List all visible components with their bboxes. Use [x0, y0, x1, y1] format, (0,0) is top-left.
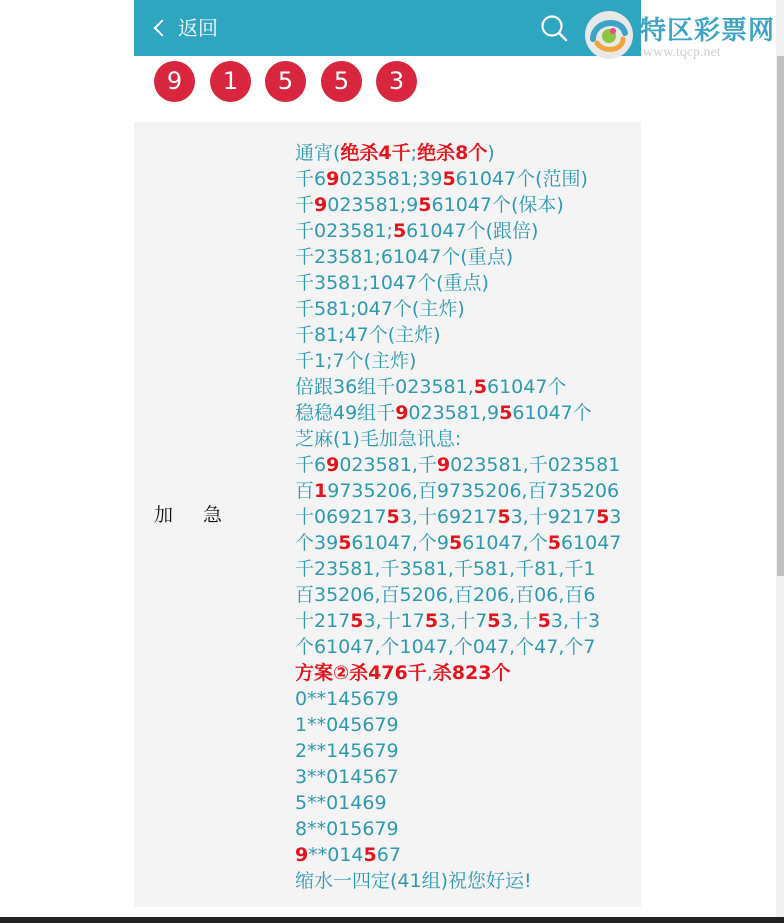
prediction-line [295, 660, 640, 686]
result-ball: 9 [154, 61, 195, 102]
highlight-text: 5 [392, 220, 407, 242]
prediction-line [295, 270, 640, 296]
line-text: 023581;39 [339, 168, 443, 190]
highlight-text: 5 [596, 506, 610, 528]
highlight-text: 5 [487, 610, 501, 632]
line-text: 2**145679 [295, 740, 399, 762]
highlight-text: 5 [424, 610, 439, 632]
line-text: 023581,千023581 [450, 454, 621, 476]
highlight-text: 5 [547, 532, 561, 554]
line-text: 023581,千 [339, 454, 437, 476]
prediction-line [295, 374, 640, 400]
line-text: 3,十69217 [399, 506, 498, 528]
line-text: **014 [308, 844, 364, 866]
highlight-text: 9 [314, 194, 328, 216]
prediction-line [295, 530, 640, 556]
line-text: 缩水一四定(41组)祝您好运! [295, 870, 532, 892]
line-text: 千6 [295, 168, 327, 190]
line-text: 023581,9 [408, 402, 500, 424]
site-logo[interactable] [583, 6, 783, 66]
prediction-line [295, 478, 640, 504]
prediction-card [134, 122, 641, 907]
highlight-text: 5 [386, 506, 400, 528]
line-text: 61047,个9 [351, 532, 449, 554]
line-text: 千1;7个(主炸) [295, 350, 417, 372]
line-text: 稳稳49组千 [295, 402, 396, 424]
line-text: 千581;047个(主炸) [295, 298, 465, 320]
line-text: 61047 [560, 532, 622, 554]
prediction-line [295, 608, 640, 634]
prediction-line [295, 244, 640, 270]
line-text: 8**015679 [295, 818, 399, 840]
bottom-border [0, 917, 784, 923]
highlight-text: 方案②杀476千 [295, 662, 427, 684]
prediction-line [295, 348, 640, 374]
result-ball: 1 [210, 61, 251, 102]
highlight-text: 5 [537, 610, 551, 632]
line-text: ) [487, 142, 495, 164]
line-text: 千023581; [295, 220, 393, 242]
prediction-line [295, 400, 640, 426]
line-text: 个39 [295, 532, 339, 554]
line-text: 千 [295, 194, 315, 216]
highlight-text: 5 [497, 506, 511, 528]
line-text: 61047个(保本) [431, 194, 564, 216]
logo-url: www.tqcp.net [643, 45, 721, 60]
line-text: 百35206,百5206,百206,百06,百6 [295, 584, 596, 606]
line-text: 61047个(范围) [455, 168, 588, 190]
line-text: 百 [295, 480, 315, 502]
line-text: 023581;9 [327, 194, 419, 216]
prediction-line [295, 192, 640, 218]
line-text: 3,十 [500, 610, 538, 632]
prediction-text [295, 140, 640, 894]
highlight-text: 5 [418, 194, 432, 216]
prediction-line [295, 634, 640, 660]
scrollbar-thumb[interactable] [777, 56, 784, 576]
prediction-line [295, 296, 640, 322]
highlight-text: 绝杀4千 [340, 142, 411, 164]
prediction-line [295, 166, 640, 192]
back-button[interactable] [156, 15, 218, 41]
highlight-text: 5 [473, 376, 487, 398]
prediction-line [295, 218, 640, 244]
top-bar [134, 0, 641, 56]
prediction-line [295, 582, 640, 608]
line-text: 1**045679 [295, 714, 399, 736]
line-text: 千23581,千3581,千581,千81,千1 [295, 558, 596, 580]
line-text: 芝麻(1)毛加急讯息: [295, 428, 462, 450]
line-text: 9735206,百9735206,百735206 [327, 480, 620, 502]
line-text: 5**01469 [295, 792, 387, 814]
line-text: 千81;47个(主炸) [295, 324, 441, 346]
highlight-text: 9 [326, 454, 340, 476]
highlight-text: 绝杀8个 [417, 142, 488, 164]
highlight-text: 1 [314, 480, 328, 502]
prediction-line [295, 140, 640, 166]
logo-swirl-icon [583, 9, 635, 61]
logo-title: 特区彩票网 [640, 16, 776, 46]
line-text: 千6 [295, 454, 327, 476]
prediction-line [295, 426, 640, 452]
prediction-line [295, 790, 640, 816]
line-text: 0**145679 [295, 688, 399, 710]
line-text: 3,十17 [363, 610, 425, 632]
result-ball: 5 [265, 61, 306, 102]
line-text: , [426, 662, 433, 684]
search-icon[interactable] [540, 14, 568, 42]
prediction-line [295, 686, 640, 712]
highlight-text: 9 [295, 844, 309, 866]
prediction-line [295, 842, 640, 868]
line-text: 千3581;1047个(重点) [295, 272, 489, 294]
highlight-text: 5 [442, 168, 456, 190]
line-text: 61047,个 [462, 532, 548, 554]
line-text: 十217 [295, 610, 351, 632]
result-ball: 3 [376, 61, 417, 102]
line-text: 千23581;61047个(重点) [295, 246, 514, 268]
prediction-line [295, 452, 640, 478]
card-label: 加急 [154, 504, 253, 526]
line-text: 十069217 [295, 506, 387, 528]
line-text: 3,十9217 [510, 506, 597, 528]
prediction-line [295, 816, 640, 842]
prediction-line [295, 504, 640, 530]
line-text: 3,十3 [550, 610, 601, 632]
highlight-text: 5 [449, 532, 463, 554]
line-text: 个61047,个1047,个047,个47,个7 [295, 636, 596, 658]
prediction-line [295, 764, 640, 790]
prediction-line [295, 556, 640, 582]
highlight-text: 5 [350, 610, 364, 632]
line-text: 67 [376, 844, 401, 866]
highlight-text: 9 [395, 402, 409, 424]
back-label: 返回 [178, 16, 218, 40]
highlight-text: 5 [499, 402, 513, 424]
line-text: 3**014567 [295, 766, 399, 788]
line-text: 61047个(跟倍) [406, 220, 539, 242]
line-text: ; [410, 142, 418, 164]
prediction-line [295, 712, 640, 738]
highlight-text: 9 [326, 168, 340, 190]
highlight-text: 杀823个 [432, 662, 511, 684]
prediction-line [295, 322, 640, 348]
line-text: 倍跟36组千023581, [295, 376, 474, 398]
prediction-line [295, 738, 640, 764]
line-text: 3 [609, 506, 622, 528]
line-text: 3,十7 [438, 610, 488, 632]
line-text: 61047个 [486, 376, 567, 398]
highlight-text: 5 [363, 844, 377, 866]
chevron-left-icon [154, 20, 171, 37]
line-text: 61047个 [512, 402, 592, 424]
line-text: 通宵( [295, 142, 341, 164]
highlight-text: 5 [338, 532, 352, 554]
highlight-text: 9 [436, 454, 451, 476]
prediction-line [295, 868, 640, 894]
result-ball: 5 [321, 61, 362, 102]
